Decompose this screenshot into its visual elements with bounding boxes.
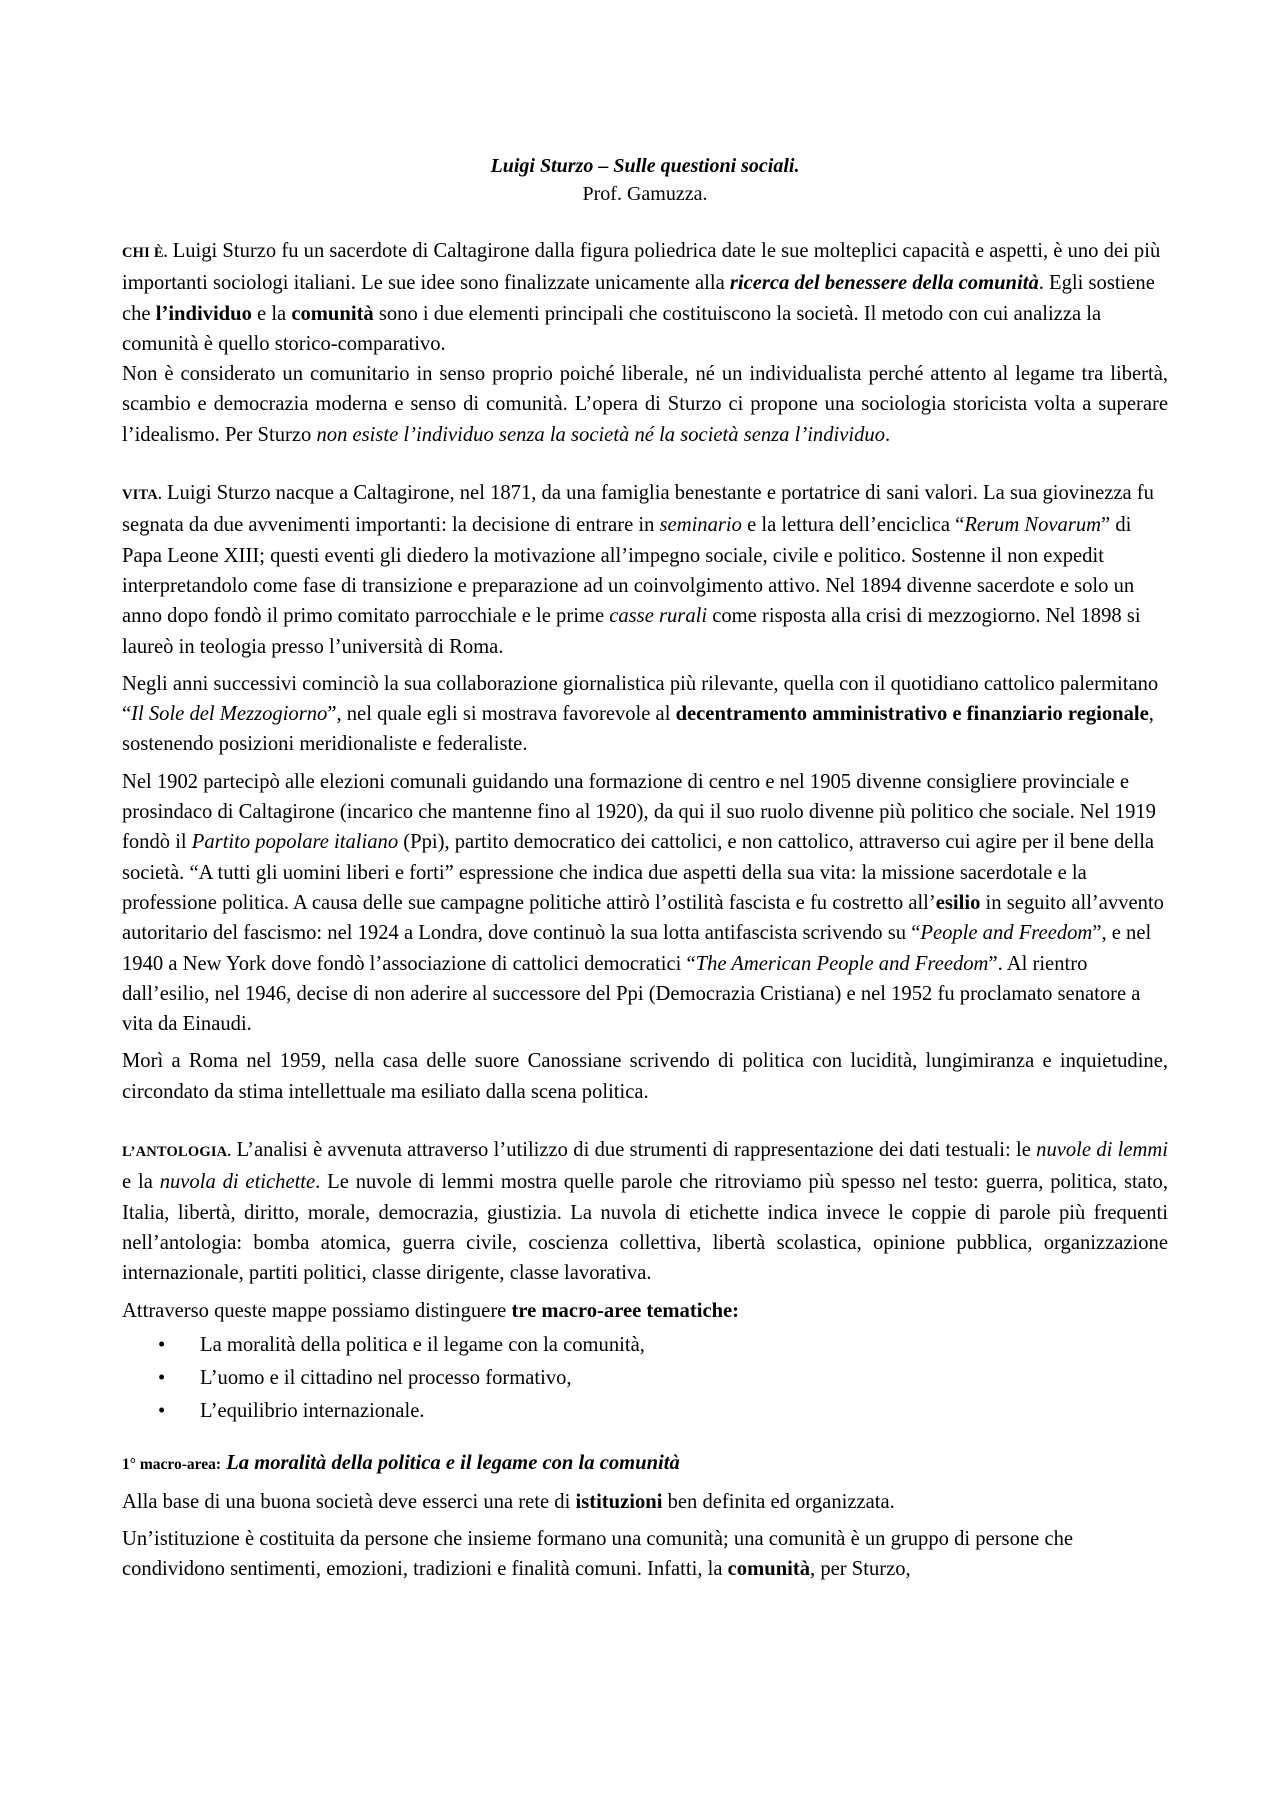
bold-text: decentramento amministrativo e finanziario regionale xyxy=(675,703,1149,726)
italic-text: nuvole di lemmi xyxy=(1036,1139,1168,1162)
section-antologia-paragraph xyxy=(122,1135,1168,1288)
text-run: ”, nel quale egli si mostrava favorevole al xyxy=(327,703,676,726)
text-run: Luigi Sturzo nacque a Caltagirone, nel 1871, da una famiglia benestante e portatrice di sani valori. La sua giovinezza fu segnata da due avvenimenti importanti: la decisione di entrare in xyxy=(122,482,1154,537)
italic-text: casse rurali xyxy=(609,605,708,628)
bold-text: comunità xyxy=(291,302,374,325)
text-run: Luigi Sturzo fu un sacerdote di Caltagirone dalla figura poliedrica date le sue molteplici capacità e aspetti, è uno dei più importanti sociologi italiani. Le sue idee sono finalizzate unicamente alla xyxy=(122,240,1161,295)
macro-area-paragraph-2 xyxy=(122,1524,1168,1585)
text-run: Attraverso queste mappe possiamo distinguere xyxy=(122,1299,512,1322)
bold-text: l’individuo xyxy=(155,302,252,325)
section-vita-paragraph xyxy=(122,478,1168,662)
text-run: ben definita ed organizzata. xyxy=(662,1490,895,1513)
text-run: sono i due elementi principali che costituiscono la società. Il metodo con cui analizza la comunità è quello storico-comparativo. xyxy=(122,302,1102,355)
macro-area-paragraph-1 xyxy=(122,1487,1168,1517)
text-run: . Le nuvole di lemmi mostra quelle parole che ritroviamo più spesso nel testo: guerra, politica, stato, Italia, libertà, diritto, morale, democrazia, giustizia. La nuvola di etichette indica invece le coppie di parole più frequenti nell’antologia: bomba atomica, guerra civile, coscienza collettiva, libertà scolastica, opinione pubblica, organizzazione internazionale, partiti politici, classe dirigente, classe lavorativa. xyxy=(122,1171,1168,1285)
bullet-icon: • xyxy=(158,1399,166,1422)
antologia-paragraph-2 xyxy=(122,1296,1168,1326)
bold-text: comunità xyxy=(727,1558,811,1581)
section-chi-e-paragraph xyxy=(122,236,1168,359)
bullet-icon: • xyxy=(158,1333,166,1356)
text-run: . Egli sostiene che xyxy=(122,272,1155,325)
text-run: L’analisi è avvenuta attraverso l’utilizzo di due strumenti di rappresentazione dei dati testuali: le xyxy=(231,1139,1037,1162)
macro-areas-list xyxy=(122,1329,1168,1428)
italic-text: People and Freedom xyxy=(920,922,1093,945)
document-author: Prof. Gamuzza. xyxy=(582,183,708,205)
italic-text: Rerum Novarum xyxy=(964,514,1102,537)
emphasis-text: ricerca del benessere della comunità xyxy=(729,272,1039,295)
text-run: , sostenendo posizioni meridionaliste e federaliste. xyxy=(122,703,1154,756)
text-run: . xyxy=(885,423,891,446)
text-run: ”, e nel 1940 a New York dove fondò l’associazione di cattolici democratici “ xyxy=(122,922,1152,975)
text-run: e la xyxy=(251,302,292,325)
document-page xyxy=(122,152,1168,1585)
section-heading-chi-e: CHI È. xyxy=(122,245,168,261)
chi-e-paragraph-2 xyxy=(122,359,1168,450)
italic-text: seminario xyxy=(659,514,742,537)
text-run: , per Sturzo, xyxy=(810,1558,911,1581)
text-run: come risposta alla crisi di mezzogiorno. Nel 1898 si laureò in teologia presso l’università di Roma. xyxy=(122,605,1141,658)
italic-text: non esiste l’individuo senza la società né la società senza l’individuo xyxy=(316,423,885,446)
title-block xyxy=(122,152,1168,208)
vita-paragraph-3 xyxy=(122,767,1168,1040)
text-run: ”. Al rientro dall’esilio, nel 1946, decise di non aderire al successore del Ppi (Democrazia Cristiana) e nel 1952 fu proclamato senatore a vita da Einaudi. xyxy=(122,952,1141,1036)
text-run: Negli anni successivi cominciò la sua collaborazione giornalistica più rilevante, quella con il quotidiano cattolico palermitano “ xyxy=(122,672,1159,726)
vita-paragraph-4: Morì a Roma nel 1959, nella casa delle suore Canossiane scrivendo di politica con lucidità, lungimiranza e inquietudine, circondato da stima intellettuale ma esiliato dalla scena politica. xyxy=(122,1050,1168,1103)
section-heading-vita: VITA. xyxy=(122,487,162,504)
text-run: Nel 1902 partecipò alle elezioni comunali guidando una formazione di centro e nel 1905 divenne consigliere provinciale e prosindaco di Caltagirone (incarico che mantenne fino al 1920), da qui il suo ruolo divenne più politico che sociale. Nel 1919 fondò il xyxy=(122,770,1156,854)
italic-text: The American People and Freedom xyxy=(695,952,989,975)
list-item-text: L’equilibrio internazionale. xyxy=(200,1399,425,1422)
macro-area-title: La moralità della politica e il legame con la comunità xyxy=(226,1451,680,1474)
bold-text: esilio xyxy=(935,891,981,914)
list-item-text: La moralità della politica e il legame con la comunità, xyxy=(200,1333,645,1356)
italic-text: Il Sole del Mezzogiorno xyxy=(131,703,328,726)
italic-text: Partito popolare italiano xyxy=(191,831,399,854)
text-run: (Ppi), partito democratico dei cattolici, e non cattolico, attraverso cui agire per il bene della società. “A tutti gli uomini liberi e forti” espressione che indica due aspetti della sua vita: la missione sacerdotale e la professione politica. A causa delle sue campagne politiche attirò l’ostilità fascista e fu costretto all’ xyxy=(122,831,1155,914)
bullet-icon: • xyxy=(158,1366,166,1389)
list-item-text: L’uomo e il cittadino nel processo formativo, xyxy=(200,1366,572,1389)
list-item xyxy=(122,1362,1168,1395)
italic-text: nuvola di etichette xyxy=(159,1171,316,1194)
macro-area-heading xyxy=(122,1448,1168,1480)
text-run: Un’istituzione è costituita da persone che insieme formano una comunità; una comunità è un gruppo di persone che condividono sentimenti, emozioni, tradizioni e finalità comuni. Infatti, la xyxy=(122,1528,1074,1581)
text-run: e la xyxy=(122,1171,160,1194)
text-run: e la lettura dell’enciclica “ xyxy=(741,514,965,537)
document-title: Luigi Sturzo – Sulle questioni sociali. xyxy=(490,155,800,177)
list-item xyxy=(122,1329,1168,1362)
vita-paragraph-2 xyxy=(122,669,1168,760)
section-heading-antologia: L’ANTOLOGIA. xyxy=(122,1144,232,1161)
text-run: Alla base di una buona società deve esserci una rete di xyxy=(122,1490,576,1513)
list-item xyxy=(122,1395,1168,1428)
bold-text: tre macro-aree tematiche: xyxy=(511,1299,740,1322)
macro-area-label: 1° macro-area: xyxy=(122,1455,222,1473)
text-run: ” di Papa Leone XIII; questi eventi gli diedero la motivazione all’impegno sociale, civile e politico. Sostenne il non expedit interpretandolo come fase di transizione e preparazione ad un coinvolgimento attivo. Nel 1894 divenne sacerdote e solo un anno dopo fondò il primo comitato parrocchiale e le prime xyxy=(122,514,1135,628)
text-run: Non è considerato un comunitario in senso proprio poiché liberale, né un individualista perché attento al legame tra libertà, scambio e democrazia moderna e senso di comunità. L’opera di Sturzo ci propone una sociologia storicista volta a superare l’idealismo. Per Sturzo xyxy=(122,363,1168,446)
text-run: in seguito all’avvento autoritario del fascismo: nel 1924 a Londra, dove continuò la sua lotta antifascista scrivendo su “ xyxy=(122,891,1164,945)
bold-text: istituzioni xyxy=(575,1490,663,1513)
